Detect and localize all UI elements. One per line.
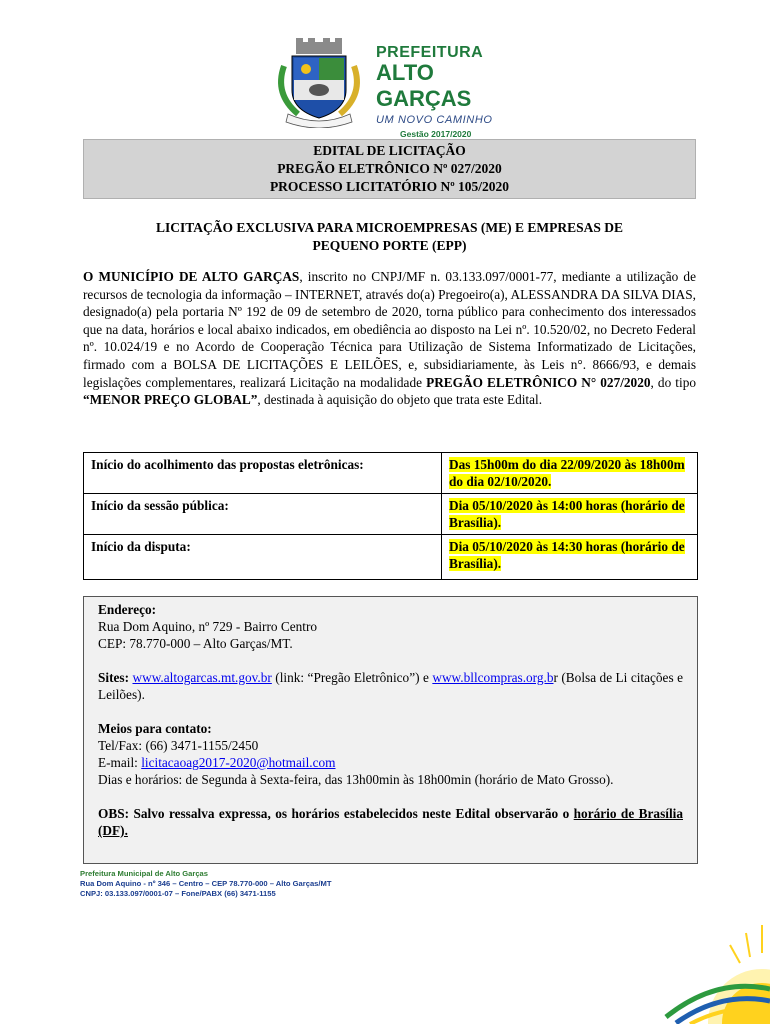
footer-line1: Prefeitura Municipal de Alto Garças: [80, 869, 209, 878]
title-line-processo: PROCESSO LICITATÓRIO Nº 105/2020: [269, 179, 510, 194]
schedule-label: Início do acolhimento das propostas eletrônicas:: [84, 453, 442, 494]
footer-line3: CNPJ: 03.133.097/0001-07 – Fone/PABX (66) 3471-1155: [80, 889, 276, 898]
brand-slogan: UM NOVO CAMINHO: [376, 114, 493, 126]
edital-title-box: [83, 139, 696, 199]
exclusivity-heading: [83, 219, 696, 255]
email-line: [98, 754, 683, 771]
subtitle-line1: LICITAÇÃO EXCLUSIVA PARA MICROEMPRESAS (ME) E EMPRESAS DE: [156, 220, 623, 235]
means-heading: Meios para contato:: [98, 721, 212, 736]
contact-info-box: [83, 596, 698, 864]
brand-prefeitura: PREFEITURA: [376, 44, 484, 61]
address-heading: Endereço:: [98, 602, 157, 617]
intro-text-a: , inscrito no CNPJ/MF n. 03.133.097/0001-77, mediante a utilização de recursos de tecnologia da informação – INTERNET, através do(a) Pregoeiro(a), ALESSANDRA DA SILVA DIAS, designado(a) pela portaria Nº 192 de 09 de setembro de 2020, torna público para conhecimento dos interessados que na data, horários e local abaixo indicados, em obediência ao disposto na Lei nº. 10.520/02, no Decreto Federal nº. 10.024/19 e no Acordo de Cooperação Técnica para Utilização de Sistema Informatizado de Licitações, firmado com a BOLSA DE LICITAÇÕES E LEILÕES, e, subsidiariamente, às Leis n°. 8666/93, e demais legislações complementares, realizará Licitação na modalidade: [83, 269, 696, 390]
schedule-value: [442, 453, 698, 494]
intro-text-c: , destinada à aquisição do objeto que trata este Edital.: [257, 392, 543, 408]
sites-mid-text: (link: “Pregão Eletrônico”) e: [271, 670, 433, 685]
table-row: [84, 535, 698, 580]
intro-text-b: , do tipo: [650, 374, 696, 390]
municipality-name: O MUNICÍPIO DE ALTO GARÇAS: [83, 269, 300, 284]
site2-tail: r: [553, 670, 558, 685]
modality-text: PREGÃO ELETRÔNICO N° 027/2020: [426, 374, 651, 390]
municipal-crest-icon: [270, 36, 368, 128]
table-row: [84, 494, 698, 535]
highlighted-date: Dia 05/10/2020 às 14:00 horas (horário de Brasília).: [449, 498, 685, 530]
brand-block: [376, 44, 520, 139]
email-link[interactable]: licitacaoag2017-2020@hotmail.com: [141, 755, 336, 770]
subtitle-line2: PEQUENO PORTE (EPP): [312, 238, 467, 253]
obs-paragraph: [98, 805, 683, 839]
address-line1: Rua Dom Aquino, nº 729 - Bairro Centro: [98, 619, 318, 634]
footer-line2: Rua Dom Aquino - nº 346 – Centro – CEP 78.770-000 – Alto Garças/MT: [80, 879, 332, 888]
brand-administration: Gestão 2017/2020: [400, 129, 472, 139]
hours-text: Dias e horários: de Segunda à Sexta-feira, das 13h00min às 18h00min (horário de Mato Grosso).: [98, 772, 614, 787]
page-footer: [80, 869, 331, 899]
brand-city-name: ALTO GARÇAS: [376, 60, 472, 111]
highlighted-date: Das 15h00m do dia 22/09/2020 às 18h00m do dia 02/10/2020.: [449, 457, 685, 489]
schedule-value: [442, 535, 698, 580]
schedule-label: Início da sessão pública:: [84, 494, 442, 535]
letterhead: [270, 36, 520, 139]
intro-paragraph: [83, 268, 696, 409]
type-text: “MENOR PREÇO GLOBAL”: [83, 392, 258, 408]
schedule-label: Início da disputa:: [84, 535, 442, 580]
title-line-pregao: PREGÃO ELETRÔNICO Nº 027/2020: [277, 161, 502, 176]
obs-brasilia-time: horário de Brasília (DF).: [98, 806, 683, 838]
sites-heading: Sites:: [98, 670, 130, 685]
phone-text: Tel/Fax: (66) 3471-1155/2450: [98, 738, 259, 753]
table-row: [84, 453, 698, 494]
schedule-value: [442, 494, 698, 535]
sunrise-decoration-icon: [646, 905, 770, 1024]
sites-paragraph: [98, 669, 683, 703]
obs-text: OBS: Salvo ressalva expressa, os horários estabelecidos neste Edital observarão o: [98, 806, 574, 821]
site-link-altogarcas[interactable]: www.altogarcas.mt.gov.br: [132, 670, 272, 685]
highlighted-date: Dia 05/10/2020 às 14:30 horas (horário de Brasília).: [449, 539, 685, 571]
email-label: E-mail:: [98, 755, 142, 770]
address-line2: CEP: 78.770-000 – Alto Garças/MT.: [98, 636, 293, 651]
sites-end-text: (Bolsa de Li citações e Leilões).: [98, 670, 683, 702]
title-line-edital: EDITAL DE LICITAÇÃO: [313, 143, 466, 158]
schedule-table: [83, 452, 698, 580]
site-link-bllcompras[interactable]: www.bllcompras.org.b: [432, 670, 554, 685]
